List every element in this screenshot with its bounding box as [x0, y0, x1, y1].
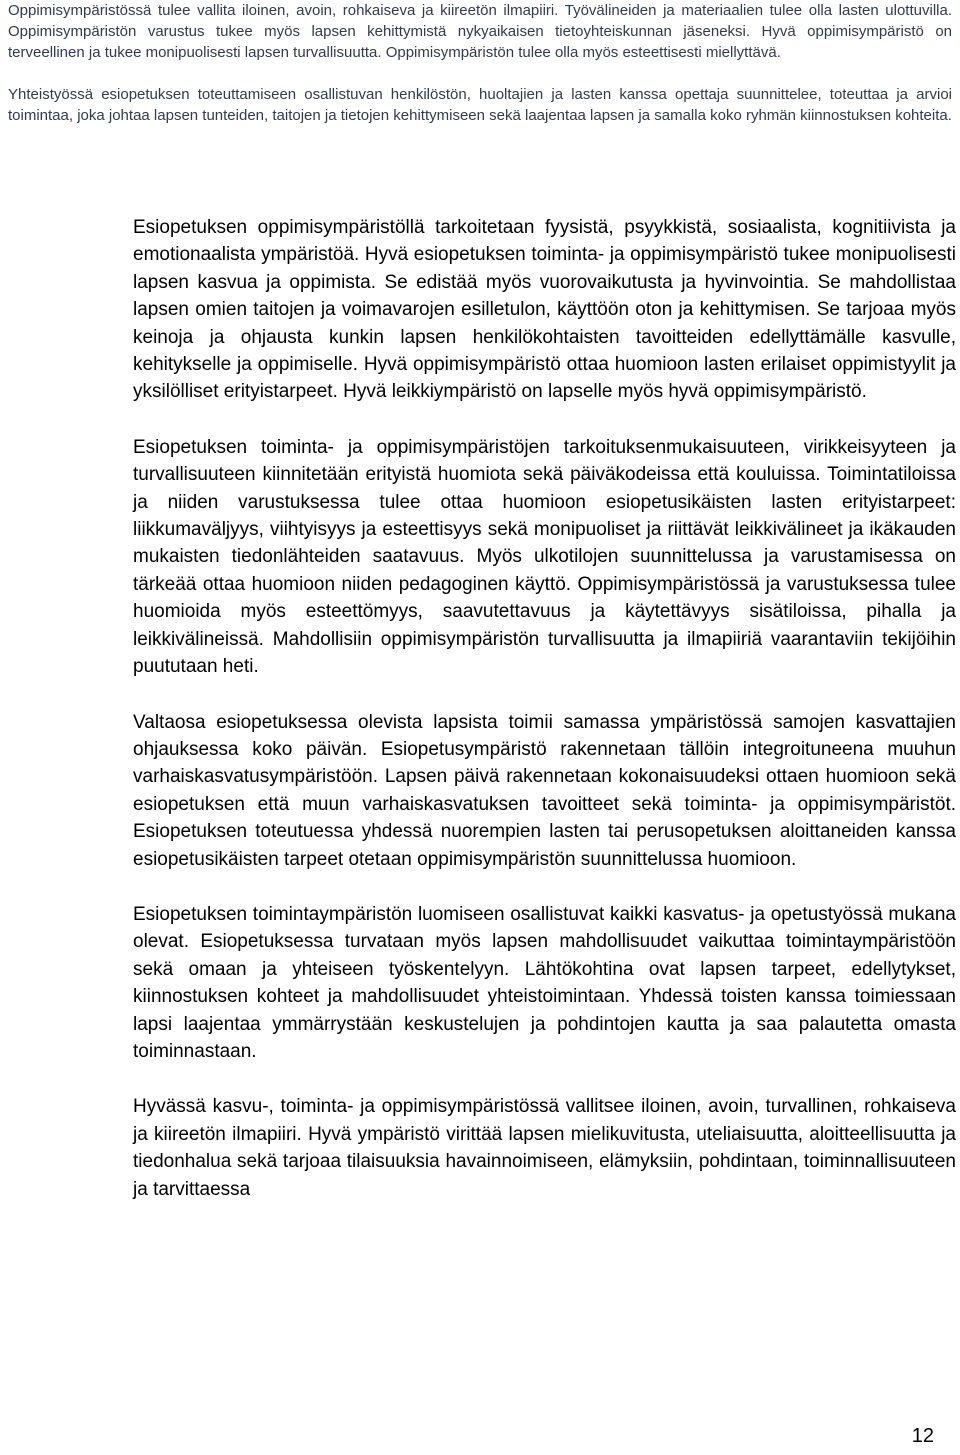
intro-section	[8, 0, 952, 126]
page-number: 12	[911, 1425, 934, 1447]
body-paragraph: Esiopetuksen toiminta- ja oppimisympäristöjen tarkoituksenmukaisuuteen, virikkeisyyteen ja turvallisuuteen kiinnitetään erityistä huomiota sekä päiväkodeissa että kouluissa. Toimintatiloissa ja niiden varustuksessa tulee ottaa huomioon esiopetusikäisten lasten erityistarpeet: liikkumaväljyys, viihtyisyys ja esteettisyys sekä monipuoliset ja riittävät leikkivälineet ja ikäkauden mukaisten tiedonlähteiden saatavuus. Myös ulkotilojen suunnittelussa ja varustamisessa on tärkeää ottaa huomioon niiden pedagoginen käyttö. Oppimisympäristössä ja varustuksessa tulee huomioida myös esteettömyys, saavutettavuus ja käytettävyys sisätiloissa, pihalla ja leikkivälineissä. Mahdollisiin oppimisympäristön turvallisuutta ja ilmapiiriä vaarantaviin tekijöihin puututaan heti.	[133, 436, 956, 678]
body-paragraph: Hyvässä kasvu-, toiminta- ja oppimisympäristössä vallitsee iloinen, avoin, turvallinen, rohkaiseva ja kiireetön ilmapiiri. Hyvä ympäristö virittää lapsen mielikuvitusta, uteliaisuutta, aloitteellisuutta ja tiedonhalua sekä tarjoaa tilaisuuksia havainnoimiseen, elämyksiin, pohdintaan, toiminnallisuuteen ja tarvittaessa	[133, 1096, 956, 1200]
body-paragraph: Esiopetuksen toimintaympäristön luomiseen osallistuvat kaikki kasvatus- ja opetustyössä mukana olevat. Esiopetuksessa turvataan myös lapsen mahdollisuudet vaikuttaa toimintaympäristöön sekä omaan ja yhteiseen työskentelyyn. Lähtökohtina ovat lapsen tarpeet, edellytykset, kiinnostuksen kohteet ja mahdollisuudet yhteistoimintaan. Yhdessä toisten kanssa toimiessaan lapsi laajentaa ymmärrystään keskustelujen ja pohdintojen kautta ja saa palautetta omasta toiminnastaan.	[133, 903, 956, 1062]
intro-paragraph: Yhteistyössä esiopetuksen toteuttamiseen osallistuvan henkilöstön, huoltajien ja lasten kanssa opettaja suunnittelee, toteuttaa ja arvioi toimintaa, joka johtaa lapsen tunteiden, taitojen ja tietojen kehittymiseen sekä laajentaa lapsen ja samalla koko ryhmän kiinnostuksen kohteita.	[8, 86, 952, 124]
intro-paragraph: Oppimisympäristössä tulee vallita iloinen, avoin, rohkaiseva ja kiireetön ilmapiiri. Työvälineiden ja materiaalien tulee olla lasten ulottuvilla. Oppimisympäristön varustus tukee myös lapsen kehittymistä nykyaikaisen tietoyhteiskunnan jäseneksi. Hyvä oppimisympäristö on terveellinen ja tukee monipuolisesti lapsen turvallisuutta. Oppimisympäristön tulee olla myös esteettisesti miellyttävä.	[8, 2, 952, 61]
body-paragraph: Valtaosa esiopetuksessa olevista lapsista toimii samassa ympäristössä samojen kasvattajien ohjauksessa koko päivän. Esiopetusympäristö rakennetaan tällöin integroituneena muuhun varhaiskasvatusympäristöön. Lapsen päivä rakennetaan kokonaisuudeksi ottaen huomioon sekä esiopetuksen että muun varhaiskasvatuksen tavoitteet sekä toiminta- ja oppimisympäristöt. Esiopetuksen toteutuessa yhdessä nuorempien lasten tai perusopetuksen aloittaneiden kanssa esiopetusikäisten tarpeet otetaan oppimisympäristön suunnittelussa huomioon.	[133, 711, 956, 870]
body-paragraph: Esiopetuksen oppimisympäristöllä tarkoitetaan fyysistä, psyykkistä, sosiaalista, kognitiivista ja emotionaalista ympäristöä. Hyvä esiopetuksen toiminta- ja oppimisympäristö tukee monipuolisesti lapsen kasvua ja oppimista. Se edistää myös vuorovaikutusta ja hyvinvointia. Se mahdollistaa lapsen omien taitojen ja voimavarojen esilletulon, käyttöön oton ja kehittymisen. Se tarjoaa myös keinoja ja ohjausta kunkin lapsen henkilökohtaisten tavoitteiden edellyttämälle kasvulle, kehitykselle ja oppimiselle. Hyvä oppimisympäristö ottaa huomioon lasten erilaiset oppimistyylit ja yksilölliset erityistarpeet. Hyvä leikkiympäristö on lapselle myös hyvä oppimisympäristö.	[133, 217, 956, 403]
main-text-section	[133, 214, 956, 1203]
